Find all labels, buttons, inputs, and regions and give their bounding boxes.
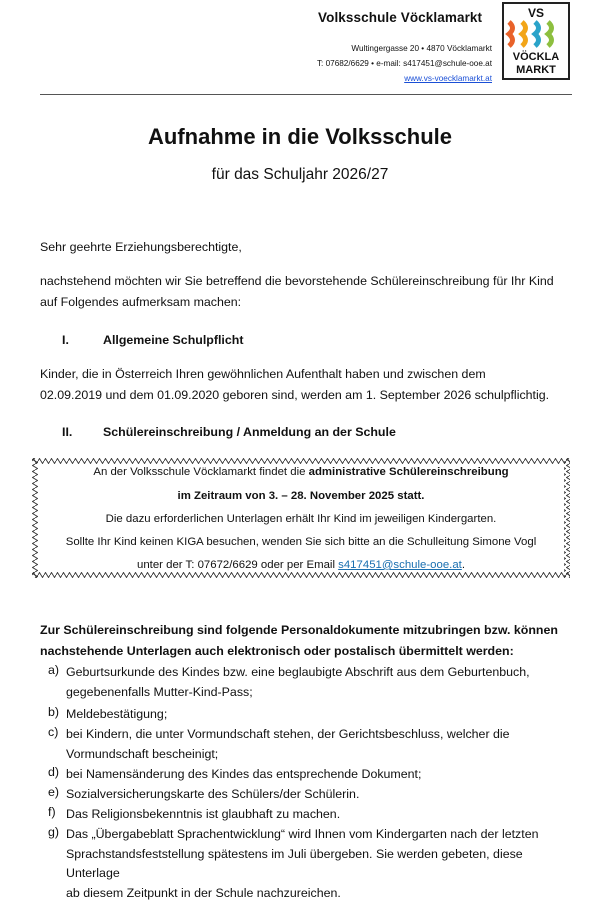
doc-g-line-3: ab diesem Zeitpunkt in der Schule nachzureichen. (66, 884, 566, 903)
logo-line2: MARKT (516, 64, 556, 76)
section2-title: Schülereinschreibung / Anmeldung an der Schule (103, 425, 396, 439)
intro-line-1: nachstehend möchten wir Sie betreffend die bevorstehende Schülereinschreibung für Ihr Kind (40, 271, 570, 292)
website-link[interactable]: www.vs-voecklamarkt.at (404, 74, 492, 83)
section1-line-2: 02.09.2019 und dem 01.09.2020 geboren sind, werden am 1. September 2026 schulpflichtig. (40, 385, 570, 406)
documents-intro (40, 620, 570, 662)
doc-f-line-1: Das Religionsbekenntnis ist glaubhaft zu machen. (66, 805, 566, 825)
doc-d-letter: d) (48, 765, 59, 779)
doc-e (66, 785, 566, 805)
intro-line-2: auf Folgendes aufmerksam machen: (40, 292, 570, 313)
header-divider (40, 94, 572, 95)
doc-b-letter: b) (48, 705, 59, 719)
contact-line: T: 07682/6629 • e-mail: s417451@schule-ooe.at (317, 59, 492, 68)
greeting: Sehr geehrte Erziehungsberechtigte, (40, 237, 570, 258)
section1-title: Allgemeine Schulpflicht (103, 333, 243, 347)
doc-g-line-1: Das „Übergabeblatt Sprachentwicklung“ wird Ihnen vom Kindergarten nach der letzten (66, 825, 566, 845)
doc-e-letter: e) (48, 785, 59, 799)
doc-c-letter: c) (48, 725, 58, 739)
doc-f (66, 805, 566, 825)
doc-c (66, 725, 566, 764)
section1-number: I. (62, 333, 69, 347)
address-line: Wultingergasse 20 • 4870 Vöcklamarkt (351, 44, 492, 53)
documents-intro-line-2: nachstehende Unterlagen auch elektronisch oder postalisch übermittelt werden: (40, 641, 570, 662)
page-title: Aufnahme in die Volksschule (0, 124, 600, 150)
box-line-5-text: unter der T: 07672/6629 oder per Email (137, 559, 338, 571)
section1-line-1: Kinder, die in Österreich Ihren gewöhnlichen Aufenthalt haben und zwischen dem (40, 364, 570, 385)
doc-g-letter: g) (48, 825, 59, 839)
school-name: Volksschule Vöcklamarkt (318, 10, 482, 25)
box-line-4: Sollte Ihr Kind keinen KIGA besuchen, wenden Sie sich bitte an die Schulleitung Simone Vogl (32, 536, 570, 548)
doc-e-line-1: Sozialversicherungskarte des Schülers/der Schülerin. (66, 785, 566, 805)
doc-a-line-2: gegebenenfalls Mutter-Kind-Pass; (66, 683, 566, 703)
box-line-2: im Zeitraum von 3. – 28. November 2025 statt. (32, 490, 570, 502)
documents-intro-line-1: Zur Schülereinschreibung sind folgende Personaldokumente mitzubringen bzw. können (40, 620, 570, 641)
logo-line1: VÖCKLA (513, 50, 560, 63)
page-subtitle: für das Schuljahr 2026/27 (0, 166, 600, 184)
registration-info-box (32, 458, 570, 578)
doc-d-line-1: bei Namensänderung des Kindes das entsprechende Dokument; (66, 765, 566, 785)
doc-a-letter: a) (48, 663, 59, 677)
school-logo (502, 2, 570, 80)
doc-f-letter: f) (48, 805, 56, 819)
box-line-1 (32, 466, 570, 478)
box-line-5-suffix: . (462, 559, 465, 571)
box-line-1-text: An der Volksschule Vöcklamarkt findet die (93, 466, 308, 478)
box-line-5 (32, 559, 570, 571)
doc-d (66, 765, 566, 785)
doc-a (66, 663, 566, 702)
doc-g-line-2: Sprachstandsfeststellung spätestens im Juli übergeben. Sie werden gebeten, diese Unterlage (66, 845, 566, 884)
doc-c-line-2: Vormundschaft bescheinigt; (66, 745, 566, 765)
doc-c-line-1: bei Kindern, die unter Vormundschaft stehen, der Gerichtsbeschluss, welcher die (66, 725, 566, 745)
doc-a-line-1: Geburtsurkunde des Kindes bzw. eine beglaubigte Abschrift aus dem Geburtenbuch, (66, 663, 566, 683)
email-link[interactable]: s417451@schule-ooe.at (338, 559, 462, 571)
doc-b (66, 705, 566, 725)
doc-b-line-1: Meldebestätigung; (66, 705, 566, 725)
doc-g (66, 825, 566, 903)
logo-top-text: VS (528, 6, 544, 20)
box-line-1-bold: administrative Schülereinschreibung (309, 466, 509, 478)
logo-graphic (504, 4, 568, 78)
section2-number: II. (62, 425, 72, 439)
box-line-3: Die dazu erforderlichen Unterlagen erhält Ihr Kind im jeweiligen Kindergarten. (32, 513, 570, 525)
